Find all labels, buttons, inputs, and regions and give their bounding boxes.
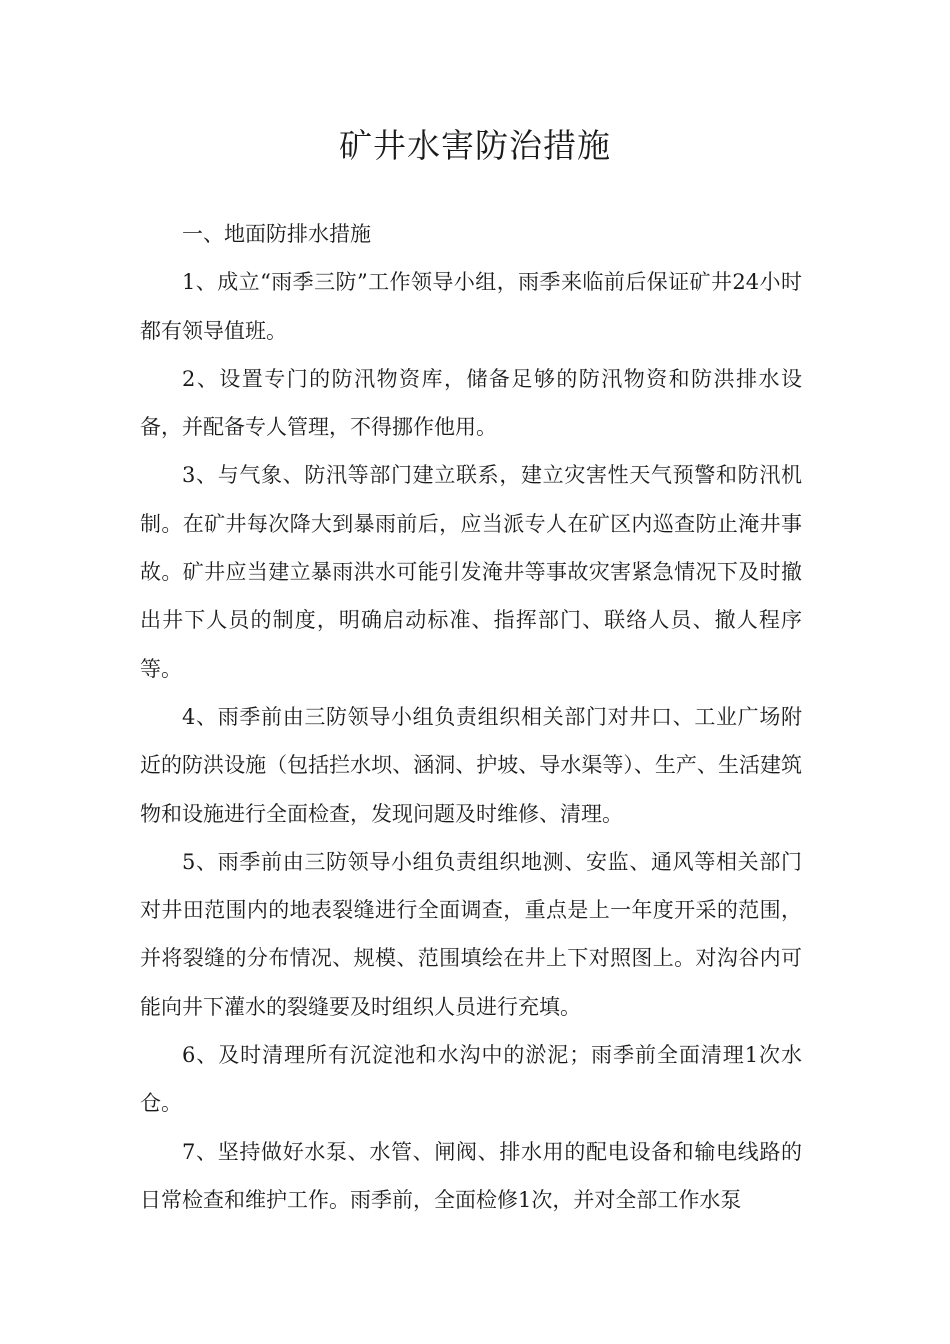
section-heading: 一、地面防排水措施 (182, 222, 371, 246)
document-title: 矿井水害防治措施 (339, 126, 611, 165)
paragraph: 1、成立“雨季三防”工作领导小组，雨季来临前后保证矿井24小时都有领导值班。 (140, 270, 802, 343)
document-body (140, 210, 802, 1224)
paragraph: 7、坚持做好水泵、水管、闸阀、排水用的配电设备和输电线路的日常检查和维护工作。雨季前，全面检修1次，并对全部工作水泵 (140, 1139, 802, 1212)
paragraph: 6、及时清理所有沉淀池和水沟中的淤泥；雨季前全面清理1次水仓。 (140, 1043, 802, 1116)
paragraph: 4、雨季前由三防领导小组负责组织相关部门对井口、工业广场附近的防洪设施（包括拦水坝、涵洞、护坡、导水渠等）、生产、生活建筑物和设施进行全面检查，发现问题及时维修、清理。 (140, 704, 802, 826)
paragraph: 2、设置专门的防汛物资库，储备足够的防汛物资和防洪排水设备，并配备专人管理，不得挪作他用。 (140, 366, 802, 440)
paragraph: 5、雨季前由三防领导小组负责组织地测、安监、通风等相关部门对井田范围内的地表裂缝进行全面调查，重点是上一年度开采的范围，并将裂缝的分布情况、规模、范围填绘在井上下对照图上。对沟谷内可能向井下灌水的裂缝要及时组织人员进行充填。 (140, 849, 802, 1019)
paragraph: 3、与气象、防汛等部门建立联系，建立灾害性天气预警和防汛机制。在矿井每次降大到暴雨前后，应当派专人在矿区内巡查防止淹井事故。矿井应当建立暴雨洪水可能引发淹井等事故灾害紧急情况下及时撤出井下人员的制度，明确启动标准、指挥部门、联络人员、撤人程序等。 (140, 463, 802, 681)
